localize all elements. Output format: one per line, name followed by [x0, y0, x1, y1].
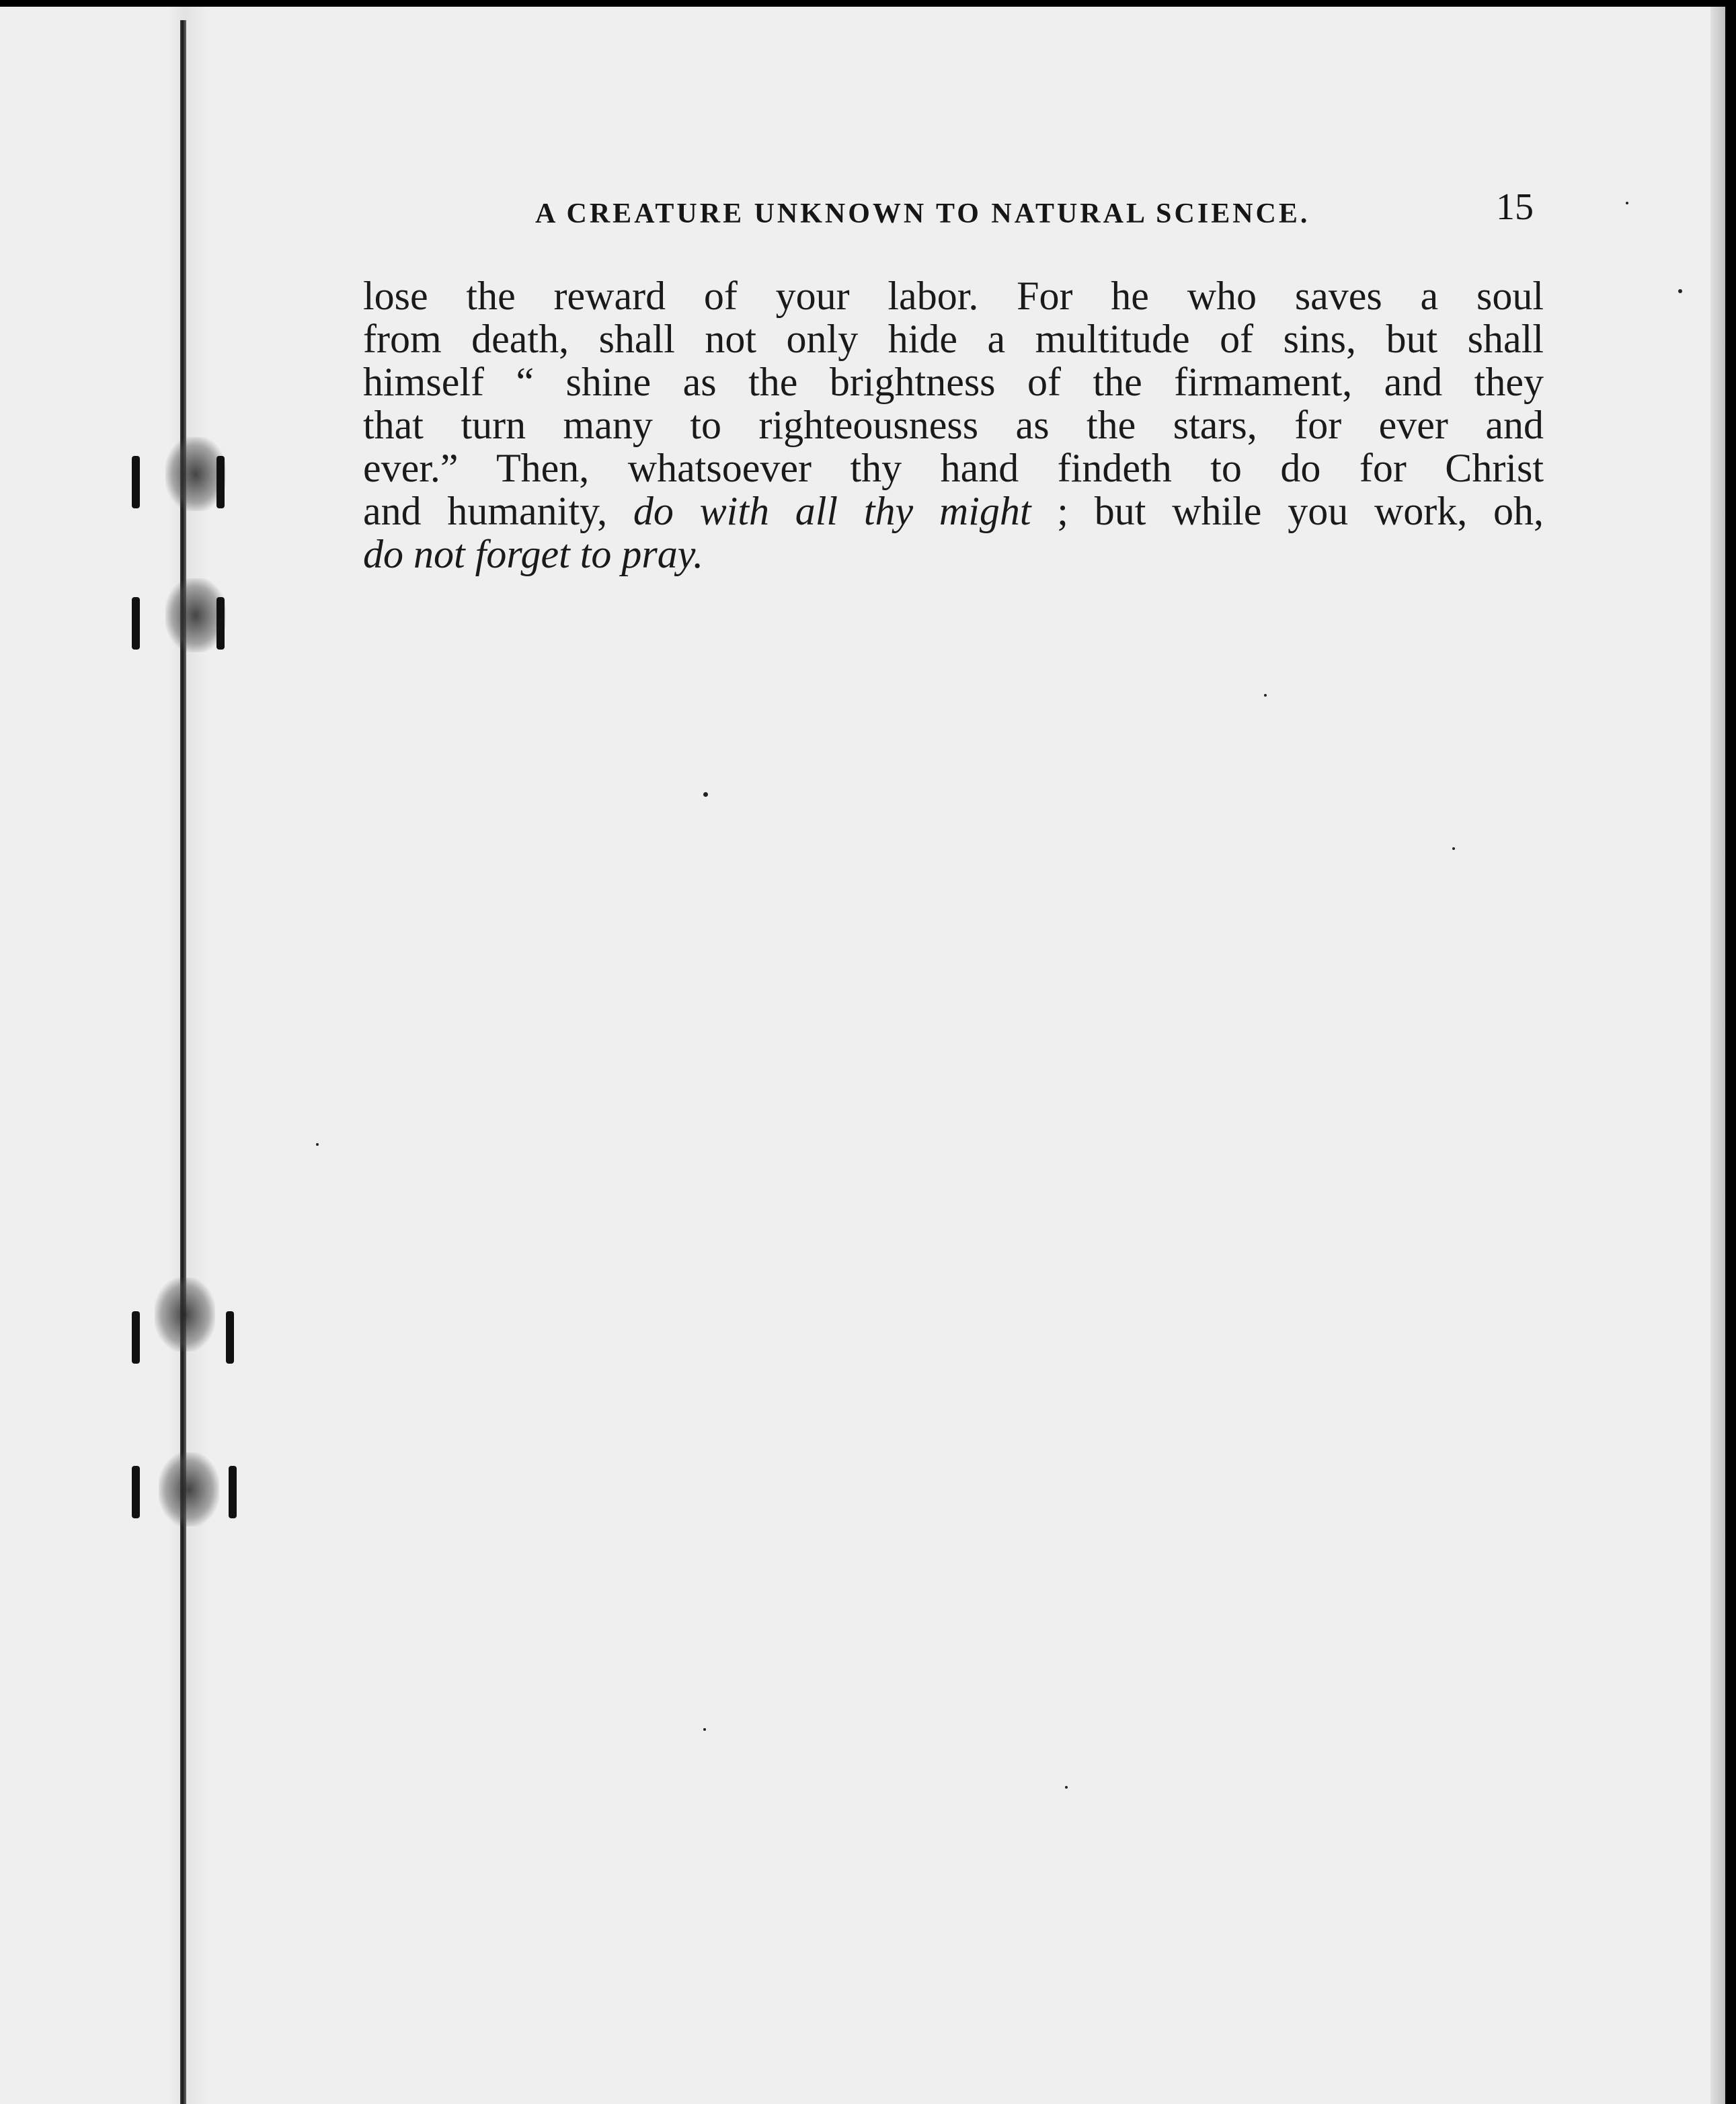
- staple-mark-5: [132, 1311, 140, 1364]
- staple-mark-3: [132, 597, 140, 650]
- dust-speck: [1678, 289, 1682, 293]
- body-paragraph: [363, 274, 1544, 576]
- staple-mark-8: [229, 1466, 237, 1518]
- text-line: ever.” Then, whatsoever thy hand findeth to do for Christ: [363, 446, 1544, 490]
- dust-speck: [703, 1728, 706, 1731]
- page-number: 15: [1496, 186, 1534, 228]
- staple-mark-6: [226, 1311, 234, 1364]
- dust-speck: [1626, 202, 1628, 204]
- binding-gutter-line: [180, 20, 186, 2104]
- text-line: himself “ shine as the brightness of the firmament, and they: [363, 360, 1544, 404]
- staple-stain-4: [159, 1452, 219, 1526]
- italic-emphasis: do with all thy might: [633, 489, 1031, 533]
- dust-speck: [1065, 1786, 1068, 1789]
- text-line: from death, shall not only hide a multitude of sins, but shall: [363, 317, 1544, 361]
- italic-closing-line: do not forget to pray.: [363, 532, 704, 576]
- staple-stain-3: [155, 1278, 215, 1352]
- dust-speck: [703, 792, 708, 797]
- staple-mark-4: [216, 597, 225, 650]
- text-run: and humanity,: [363, 489, 633, 533]
- staple-mark-1: [132, 456, 140, 508]
- text-line: lose the reward of your labor. For he who saves a soul: [363, 274, 1544, 318]
- page-edge-shadow: [1710, 7, 1725, 2104]
- text-line: [363, 490, 1544, 533]
- text-line: that turn many to righteousness as the stars, for ever and: [363, 403, 1544, 447]
- dust-speck: [1452, 847, 1455, 850]
- staple-mark-2: [216, 456, 225, 508]
- dust-speck: [1264, 694, 1267, 697]
- text-run: ; but while you work, oh,: [1031, 489, 1544, 533]
- gutter-shadow: [168, 7, 208, 2104]
- paper-sheet: [0, 7, 1725, 2104]
- dust-speck: [316, 1143, 319, 1146]
- staple-mark-7: [132, 1466, 140, 1518]
- running-header: A CREATURE UNKNOWN TO NATURAL SCIENCE.: [535, 198, 1310, 229]
